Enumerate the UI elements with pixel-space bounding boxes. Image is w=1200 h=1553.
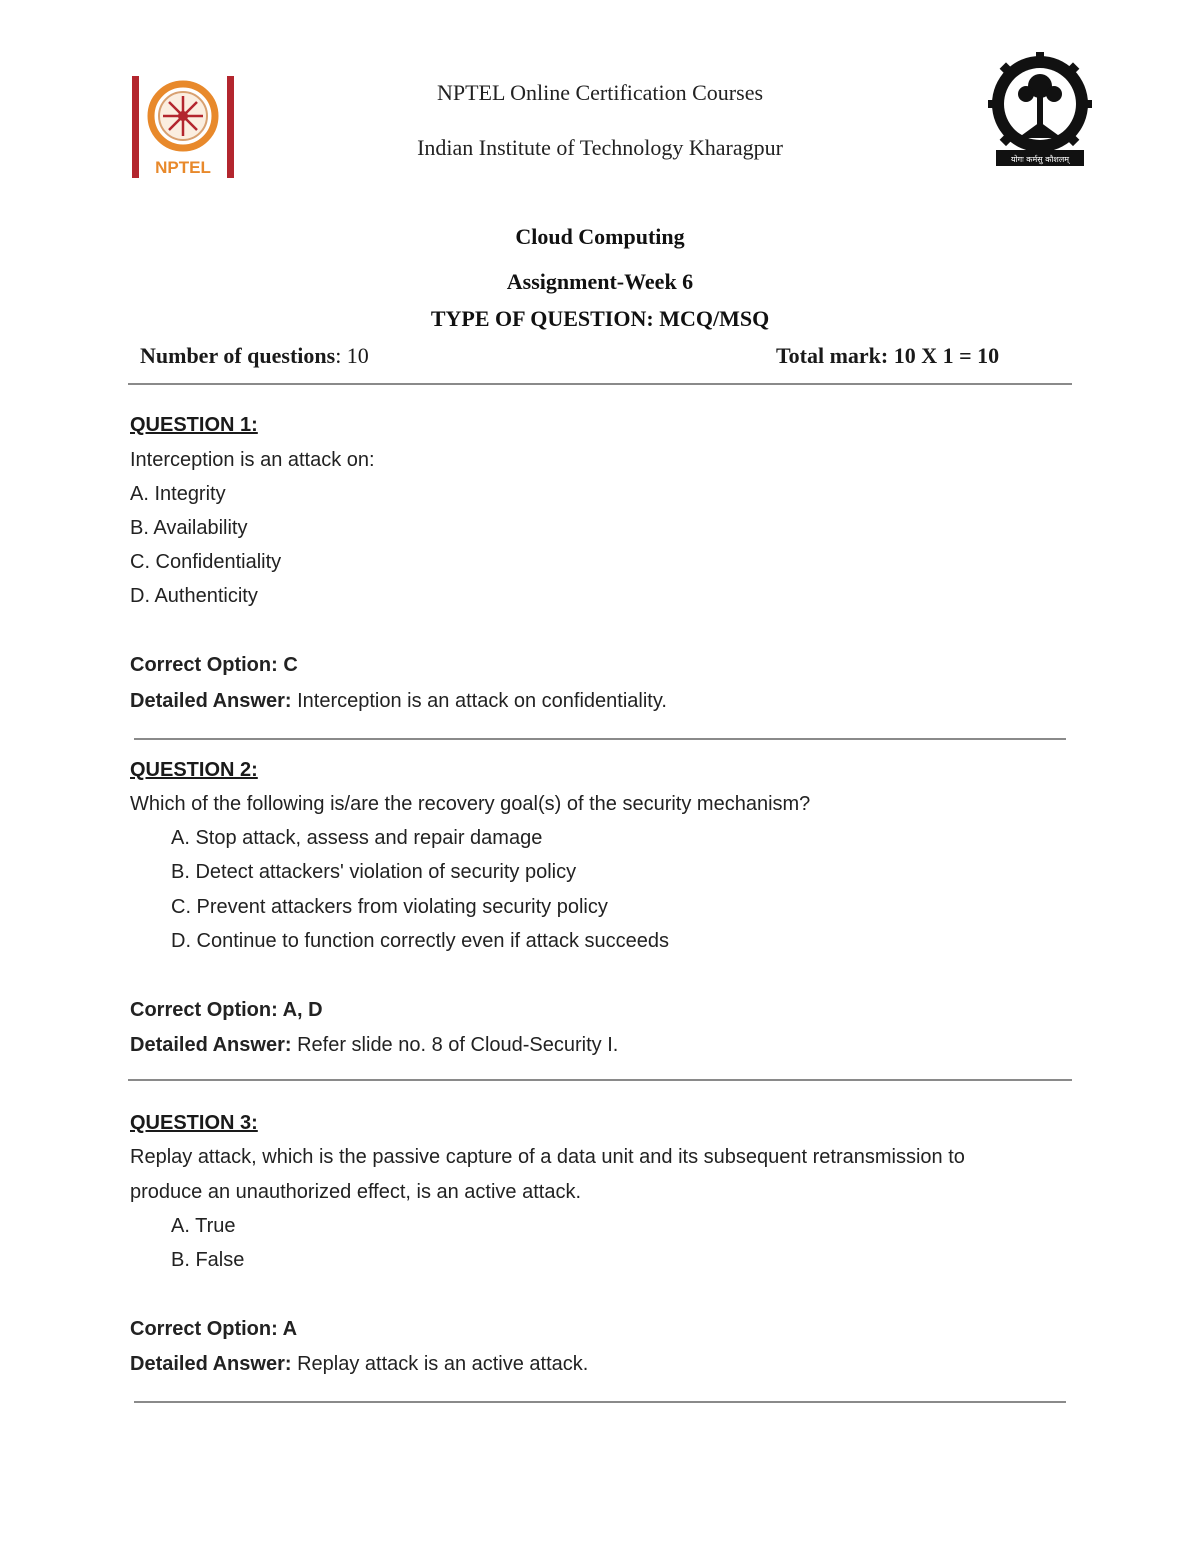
course-title: Cloud Computing — [515, 224, 685, 249]
question-3-text-line-1: Replay attack, which is the passive capture of a data unit and its subsequent retransmission to — [130, 1146, 965, 1168]
question-1-title: QUESTION 1: — [130, 414, 258, 436]
question-3-text-line-2: produce an unauthorized effect, is an active attack. — [130, 1181, 582, 1203]
question-2-option-b: B. Detect attackers' violation of security policy — [171, 861, 577, 883]
question-1-detailed-answer — [130, 690, 667, 713]
question-2-title: QUESTION 2: — [130, 759, 258, 781]
nptel-logo-text: NPTEL — [155, 158, 211, 177]
number-of-questions-value: : 10 — [335, 343, 369, 368]
question-type: TYPE OF QUESTION: MCQ/MSQ — [430, 306, 770, 331]
divider — [128, 383, 1072, 385]
assignment-title: Assignment-Week 6 — [506, 269, 694, 294]
detailed-answer-label: Detailed Answer: — [130, 690, 292, 712]
number-of-questions-label: Number of questions — [140, 343, 336, 368]
question-3-option-a: A. True — [171, 1215, 236, 1237]
detailed-answer-label: Detailed Answer: — [130, 1353, 292, 1375]
question-3-option-b: B. False — [171, 1249, 245, 1271]
question-1-option-a: A. Integrity — [130, 483, 226, 505]
number-of-questions — [140, 343, 369, 369]
question-2-text: Which of the following is/are the recovery goal(s) of the security mechanism? — [130, 793, 811, 815]
question-2-option-d: D. Continue to function correctly even if attack succeeds — [171, 930, 670, 952]
question-2-option-c: C. Prevent attackers from violating security policy — [171, 896, 608, 918]
detailed-answer-text: Refer slide no. 8 of Cloud-Security I. — [291, 1034, 619, 1056]
detailed-answer-text: Interception is an attack on confidentiality. — [291, 690, 667, 712]
total-mark: Total mark: 10 X 1 = 10 — [776, 343, 1000, 368]
detailed-answer-text: Replay attack is an active attack. — [291, 1353, 589, 1375]
divider — [128, 1079, 1072, 1081]
question-3-title: QUESTION 3: — [130, 1112, 258, 1134]
question-1-option-d: D. Authenticity — [130, 585, 258, 607]
iit-logo-text: योगः कर्मसु कौशलम् — [1010, 155, 1070, 164]
question-1-text: Interception is an attack on: — [130, 449, 375, 471]
question-2-correct-option: Correct Option: A, D — [130, 999, 323, 1021]
question-3-correct-option: Correct Option: A — [130, 1318, 298, 1340]
divider — [134, 738, 1066, 740]
question-2-option-a: A. Stop attack, assess and repair damage — [171, 827, 543, 849]
question-1-correct-option: Correct Option: C — [130, 654, 298, 676]
question-1-option-b: B. Availability — [130, 517, 248, 539]
header-line-1: NPTEL Online Certification Courses — [436, 80, 764, 105]
detailed-answer-label: Detailed Answer: — [130, 1034, 292, 1056]
question-1-option-c: C. Confidentiality — [130, 551, 282, 573]
question-3-detailed-answer — [130, 1353, 588, 1376]
question-2-detailed-answer — [130, 1034, 618, 1057]
header-line-2: Indian Institute of Technology Kharagpur — [417, 135, 783, 160]
divider — [134, 1401, 1066, 1403]
